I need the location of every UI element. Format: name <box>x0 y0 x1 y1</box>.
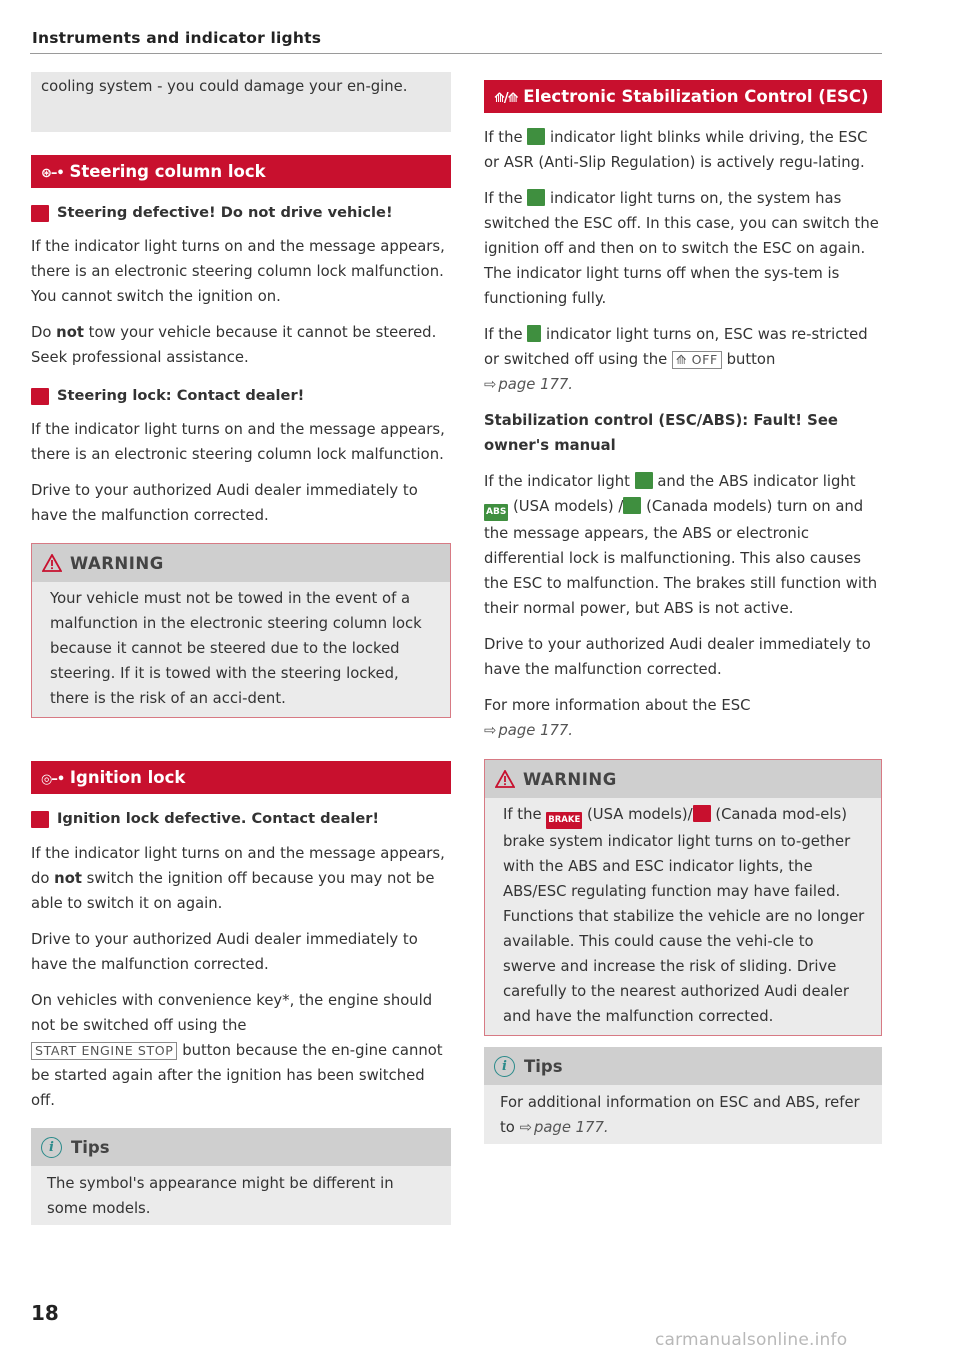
ignition-lock-heading: ◎–• Ignition lock <box>31 761 451 794</box>
info-icon: i <box>41 1137 62 1158</box>
page-header <box>30 24 882 54</box>
warning-triangle-icon <box>42 554 62 572</box>
left-column <box>31 72 451 1225</box>
ignition-defective-subheading: Ignition lock defective. Contact dealer! <box>31 807 451 831</box>
warning-header: WARNING <box>32 544 450 582</box>
intro-block <box>31 72 451 132</box>
intro-text: cooling system - you could damage your en-gine. <box>41 78 408 95</box>
warning-text: If the BRAKE (USA models)/ (Canada mod-els) brake system indicator light turns on to-gether with the ABS and ESC indicator lights, the ABS/ESC regulating function may have failed. Functions that stabilize the vehicle are no longer available. This could cause the vehi-cle to swerve and increase the risk of sliding. Drive carefully to the nearest authorized Audi dealer and have the malfunction corrected. <box>485 798 881 1035</box>
esc-page-ref-1[interactable]: ⇨ page 177. <box>484 376 574 393</box>
esc-off-key-icon: ⟰ <box>675 352 692 367</box>
esc-p4: If the indicator light and the ABS indicator light ABS (USA models) / (Canada models) turn on and the message appears, the ABS or electronic differential lock is malfunctioning. This also causes the ESC to malfunction. The brakes still function with their normal power, but ABS is not active. <box>484 473 878 617</box>
esc-off-key: ⟰ OFF <box>672 351 722 369</box>
page-number: 18 <box>31 1301 59 1325</box>
esc-off-green-indicator-icon <box>527 189 545 206</box>
steering-p2: Do not tow your vehicle because it cannot be steered. Seek professional assistance. <box>31 324 437 366</box>
warning-triangle-icon <box>495 770 515 788</box>
right-column <box>484 72 882 1144</box>
page-ref-arrow-icon: ⇨ <box>484 722 497 739</box>
esc-heading: ⟰/⟰ Electronic Stabilization Control (ESC) <box>484 80 882 113</box>
warning-box-left <box>31 543 451 718</box>
warning-header: WARNING <box>485 760 881 798</box>
ignition-p2: Drive to your authorized Audi dealer immediately to have the malfunction corrected. <box>31 931 418 973</box>
warning-box-right <box>484 759 882 1036</box>
esc-p6: For more information about the ESC ⇨ page 177. <box>484 697 751 739</box>
steering-p3: If the indicator light turns on and the message appears, there is an electronic steering column lock malfunction. <box>31 421 445 463</box>
steering-lock-subheading: Steering lock: Contact dealer! <box>31 384 451 408</box>
brake-usa-indicator-icon: BRAKE <box>546 812 582 829</box>
esc-green-indicator-icon <box>527 128 545 145</box>
steering-p1: If the indicator light turns on and the message appears, there is an electronic steering column lock malfunction. You cannot switch the ignition on. <box>31 238 445 305</box>
esc-abs-fault-subheading: Stabilization control (ESC/ABS): Fault! See owner's manual <box>484 412 838 454</box>
steering-warning-red-icon <box>31 205 49 222</box>
warning-text: Your vehicle must not be towed in the event of a malfunction in the electronic steering column lock because it cannot be steered due to the locked steering. If it is towed with the steering locked, there is the risk of an acci-dent. <box>32 582 450 717</box>
tips-page-ref[interactable]: ⇨ page 177. <box>519 1119 609 1136</box>
page-ref-arrow-icon: ⇨ <box>519 1119 532 1136</box>
tips-box-right <box>484 1047 882 1144</box>
tips-header: i Tips <box>484 1047 882 1085</box>
steering-lock-red-icon <box>31 388 49 405</box>
esc-indicator-icon <box>635 472 653 489</box>
steering-column-lock-heading: ⊛–• Steering column lock <box>31 155 451 188</box>
watermark: carmanualsonline.info <box>655 1330 848 1350</box>
start-engine-stop-key: START ENGINE STOP <box>31 1042 177 1060</box>
esc-p2: If the indicator light turns on, the system has switched the ESC off. In this case, you can switch the ignition off and then on to switch the ESC on again. The indicator light turns off when the sys-tem is functioning fully. <box>484 190 879 307</box>
abs-canada-indicator-icon <box>623 497 641 514</box>
brake-canada-indicator-icon <box>693 805 711 822</box>
esc-icon: ⟰/⟰ <box>494 91 518 106</box>
esc-p3: If the indicator light turns on, ESC was re-stricted or switched off using the ⟰ OFF button ⇨ page 177. <box>484 326 868 393</box>
esc-p5: Drive to your authorized Audi dealer immediately to have the malfunction corrected. <box>484 636 871 678</box>
steering-defective-subheading: Steering defective! Do not drive vehicle! <box>31 201 451 225</box>
tips-text: The symbol's appearance might be different in some models. <box>47 1175 394 1217</box>
ignition-p1: If the indicator light turns on and the message appears, do not switch the ignition off because you may not be able to switch it on again. <box>31 845 445 912</box>
header-title: Instruments and indicator lights <box>32 29 322 47</box>
esc-page-ref-2[interactable]: ⇨ page 177. <box>484 722 574 739</box>
page-ref-arrow-icon: ⇨ <box>484 376 497 393</box>
steering-p4: Drive to your authorized Audi dealer immediately to have the malfunction corrected. <box>31 482 418 524</box>
ignition-lock-icon: ◎–• <box>41 772 65 787</box>
tips-header: i Tips <box>31 1128 451 1166</box>
ignition-p3: On vehicles with convenience key*, the engine should not be switched off using the START ENGINE STOP button because the en-gine cannot be started again after the ignition has been switched off. <box>31 992 443 1109</box>
ignition-warning-red-icon <box>31 811 49 828</box>
abs-usa-indicator-icon: ABS <box>484 504 508 521</box>
info-icon: i <box>494 1056 515 1077</box>
tips-box-left <box>31 1128 451 1225</box>
esc-p1: If the indicator light blinks while driving, the ESC or ASR (Anti-Slip Regulation) is actively regu-lating. <box>484 129 868 171</box>
steering-lock-icon: ⊛–• <box>41 166 64 181</box>
tips-text: For additional information on ESC and ABS, refer to ⇨ page 177. <box>500 1094 860 1136</box>
esc-restricted-green-indicator-icon <box>527 325 541 342</box>
